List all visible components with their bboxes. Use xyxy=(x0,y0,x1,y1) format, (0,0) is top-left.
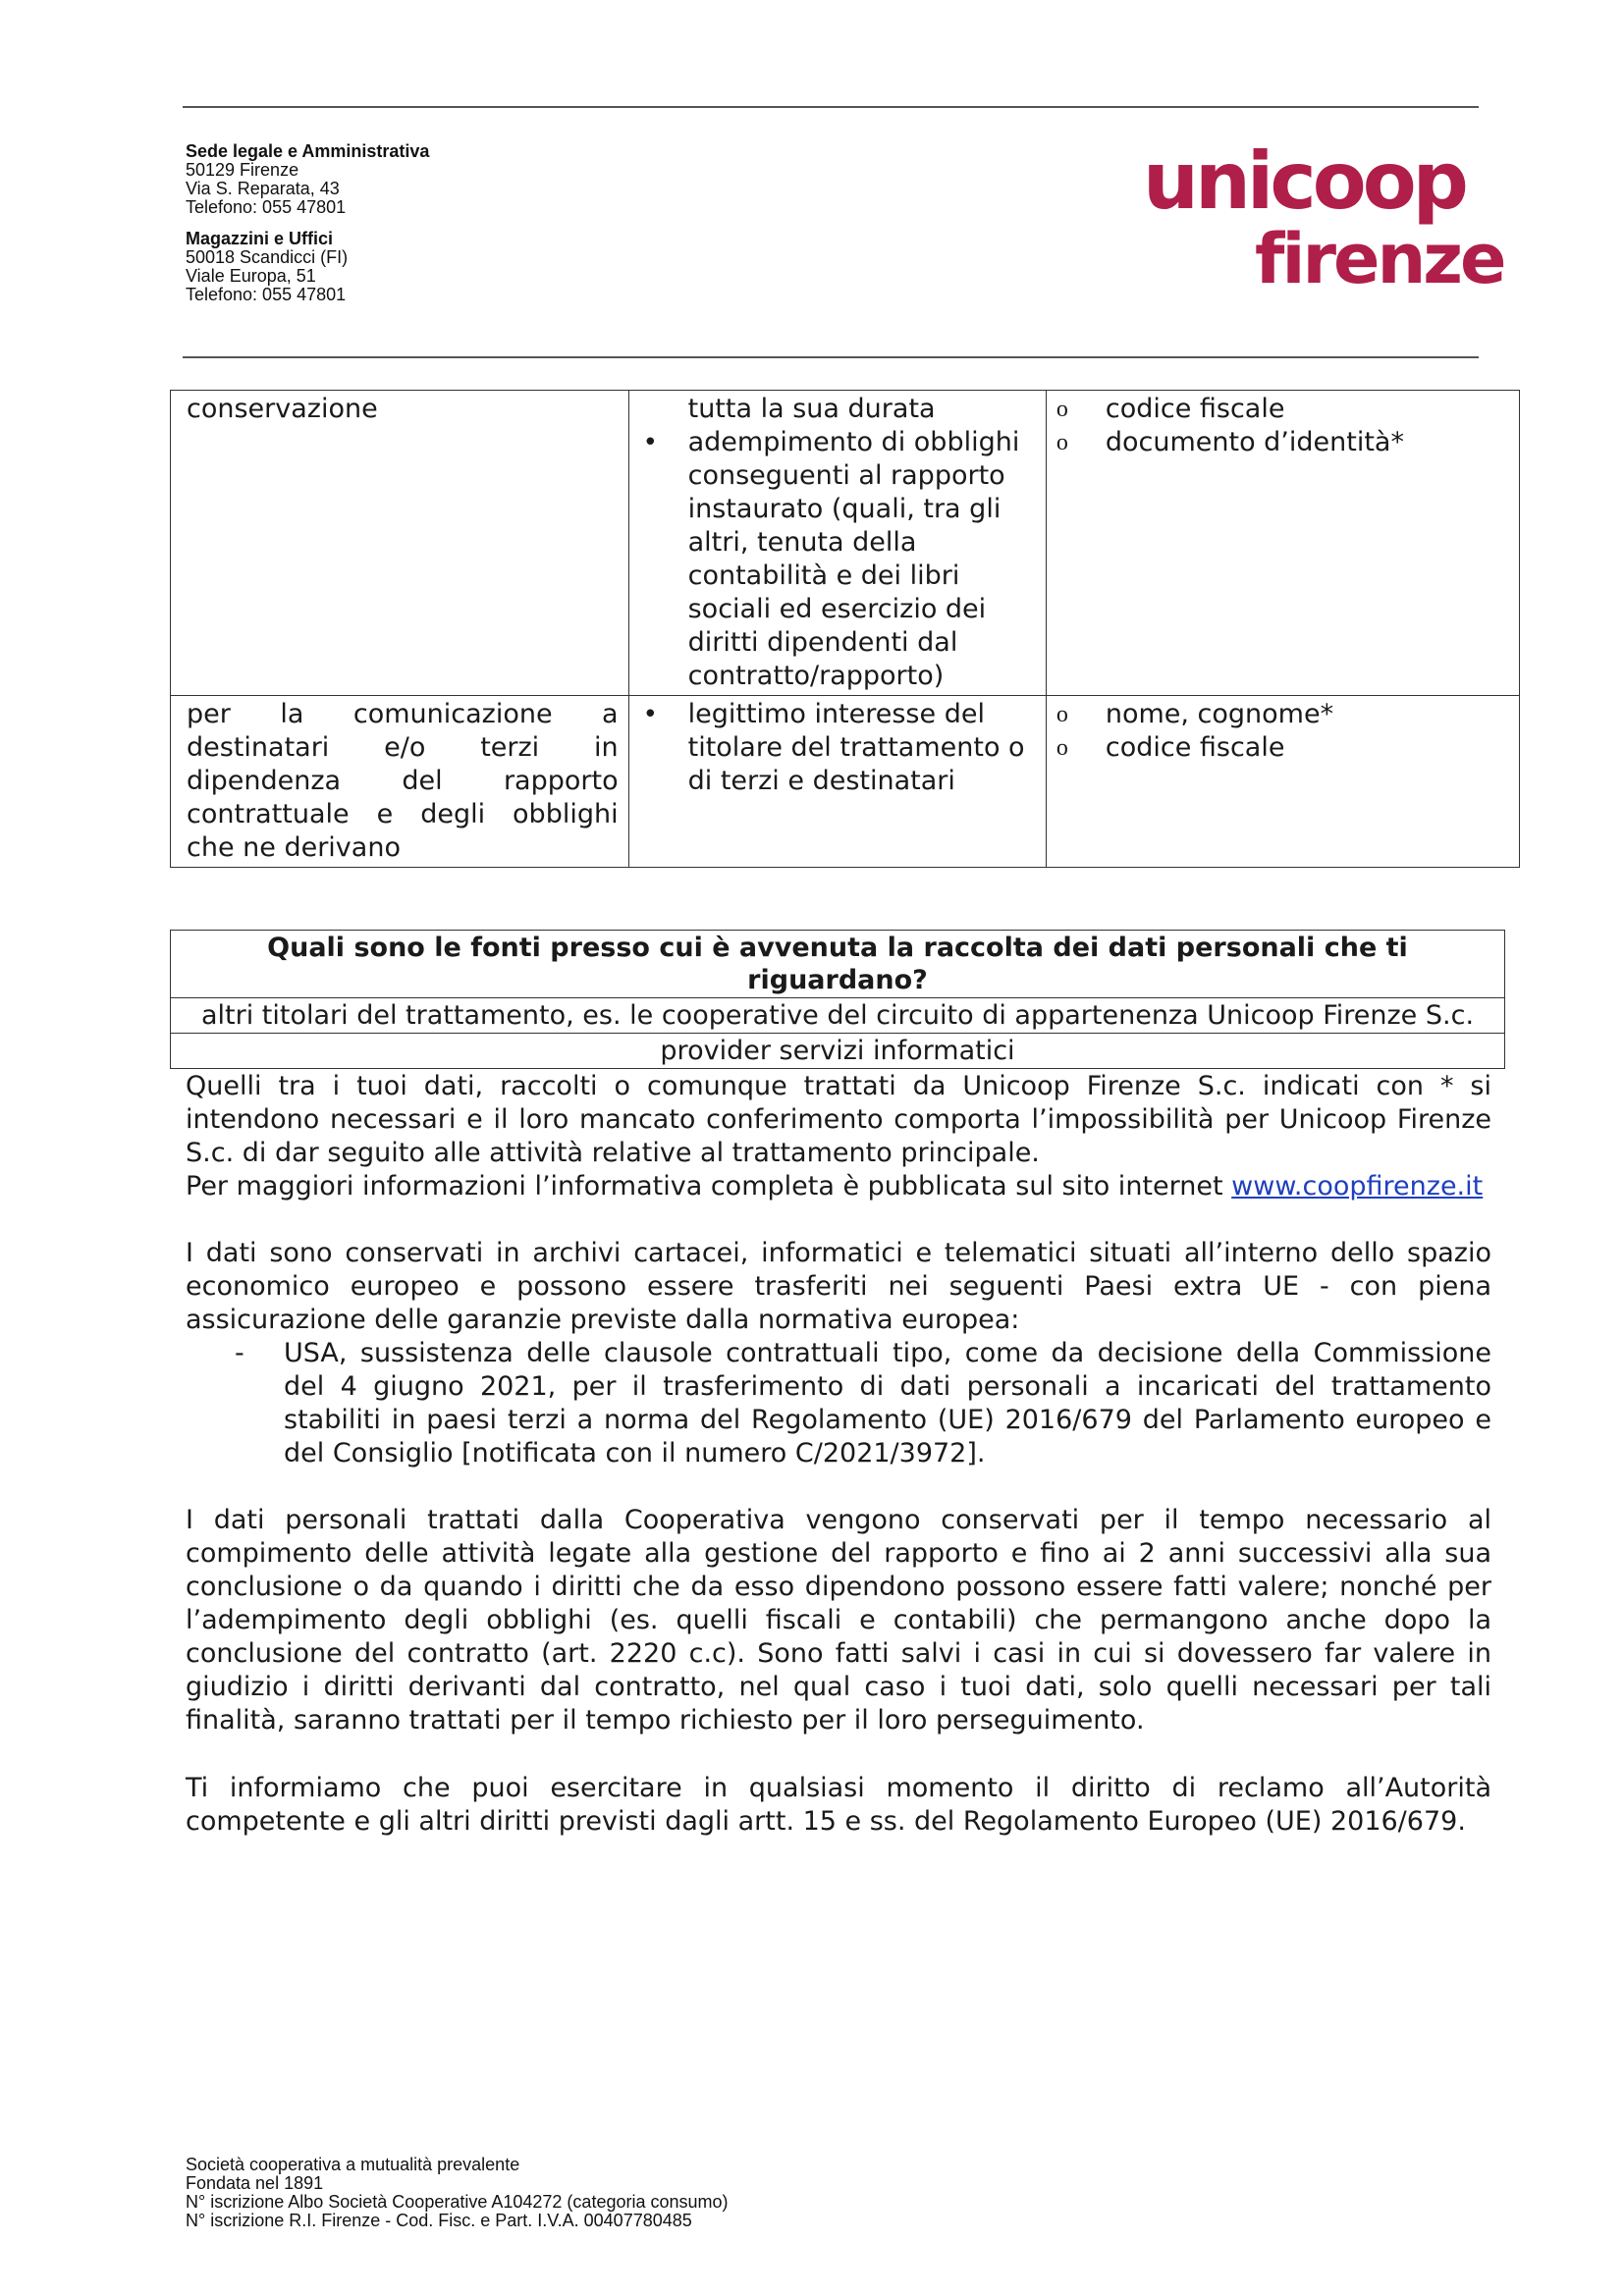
sede-line: Telefono: 055 47801 xyxy=(186,197,347,217)
paragraph-rights xyxy=(186,1772,1491,1839)
list-item xyxy=(186,1337,1491,1470)
magazzini-label: Magazzini e Uffici xyxy=(186,229,334,248)
header-magazzini-block xyxy=(186,230,348,304)
paragraph-text: I dati sono conservati in archivi cartacei, informatici e telematici situati all’interno dello spazio economico europeo e possono essere trasferiti nei seguenti Paesi extra UE - con piena assicurazione delle garanzie previste dalla normativa europea: xyxy=(186,1238,1491,1335)
purposes-table xyxy=(170,390,1520,868)
purpose-cell xyxy=(171,391,629,696)
legal-basis-cell xyxy=(628,696,1046,868)
source-item: altri titolari del trattamento, es. le cooperative del circuito di appartenenza Unicoop Firenze S.c. xyxy=(171,998,1505,1034)
header-rule-bottom xyxy=(183,356,1479,358)
list-item-text: USA, sussistenza delle clausole contrattuali tipo, come da decisione della Commissione del 4 giugno 2021, per il trasferimento di dati personali a incaricati del trattamento stabiliti in paesi terzi a norma del Regolamento (UE) 2016/679 del Parlamento europeo e del Consiglio [notificata con il numero C/2021/3972]. xyxy=(284,1338,1491,1468)
purpose-cell xyxy=(171,696,629,868)
basis-item: • adempimento di obblighi conseguenti al rapporto instaurato (quali, tra gli altri, tenuta della contabilità e dei libri sociali ed esercizio dei diritti dipendenti dal contratto/rapporto) xyxy=(629,426,1036,693)
data-categories-cell xyxy=(1046,391,1519,696)
legal-basis-cell xyxy=(628,391,1046,696)
paragraph-retention xyxy=(186,1504,1491,1737)
footer-line: N° iscrizione R.I. Firenze - Cod. Fisc. e Part. I.V.A. 00407780485 xyxy=(186,2211,692,2230)
purpose-text xyxy=(187,698,619,865)
paragraph-text: I dati personali trattati dalla Cooperativa vengono conservati per il tempo necessario al compimento delle attività legate alla gestione del rapporto e fino ai 2 anni successivi alla sua conclusione o da quando i diritti che da esso dipendono possono essere fatti valere; nonché per l’adempimento degli obblighi (es. quelli fiscali e contabili) che permangono anche dopo la conclusione del contratto (art. 2220 c.c). Sono fatti salvi i casi in cui si dovessero far valere in giudizio i diritti derivanti dal contratto, nel qual caso i tuoi dati, solo quelli necessari per tali finalità, saranno trattati per il tempo richiesto per il loro perseguimento. xyxy=(186,1505,1491,1735)
sources-table xyxy=(170,930,1505,1069)
source-item: provider servizi informatici xyxy=(171,1034,1505,1069)
sources-heading: Quali sono le fonti presso cui è avvenuta la raccolta dei dati personali che ti riguardano? xyxy=(171,931,1505,998)
sede-line: 50129 Firenze xyxy=(186,160,299,180)
table-row xyxy=(171,696,1520,868)
table-row xyxy=(171,931,1505,998)
paragraph-required-data xyxy=(186,1070,1491,1203)
magazzini-line: Viale Europa, 51 xyxy=(186,266,316,286)
footer-block xyxy=(186,2156,729,2230)
data-categories-cell xyxy=(1046,696,1519,868)
info-text: Per maggiori informazioni l’informativa completa è pubblicata sul sito internet xyxy=(186,1171,1232,1201)
header-rule-top xyxy=(183,106,1479,108)
logo-word-firenze: firenze xyxy=(1255,219,1504,299)
unicoop-firenze-logo xyxy=(1137,135,1504,299)
footer-line: Società cooperativa a mutualità prevalente xyxy=(186,2155,520,2174)
paragraph-text: Ti informiamo che puoi esercitare in qualsiasi momento il diritto di reclamo all’Autorità competente e gli altri diritti previsti dagli artt. 15 e ss. del Regolamento Europeo (UE) 2016/679. xyxy=(186,1773,1491,1837)
table-row xyxy=(171,1034,1505,1069)
purpose-text: conservazione xyxy=(187,394,378,424)
data-item: o codice fiscale xyxy=(1047,393,1509,426)
purpose-text-last: che ne derivano xyxy=(187,832,401,863)
footer-line: N° iscrizione Albo Società Cooperative A104272 (categoria consumo) xyxy=(186,2192,729,2212)
table-row xyxy=(171,391,1520,696)
paragraph-storage-location xyxy=(186,1237,1491,1470)
paragraph-text: Quelli tra i tuoi dati, raccolti o comunque trattati da Unicoop Firenze S.c. indicati con * si intendono necessari e il loro mancato conferimento comporta l’impossibilità per Unicoop Firenze S.c. di dar seguito alle attività relative al trattamento principale. xyxy=(186,1071,1491,1168)
footer-line: Fondata nel 1891 xyxy=(186,2173,324,2193)
data-item: o documento d’identità* xyxy=(1047,426,1509,459)
magazzini-line: Telefono: 055 47801 xyxy=(186,285,347,304)
data-item: o nome, cognome* xyxy=(1047,698,1509,731)
header-sede-block xyxy=(186,142,429,217)
logo-word-unicoop: unicoop xyxy=(1143,135,1465,227)
data-item: o codice fiscale xyxy=(1047,731,1509,765)
paragraph-text xyxy=(186,1170,1491,1203)
sede-label: Sede legale e Amministrativa xyxy=(186,141,430,161)
purpose-text-main: per la comunicazione a destinatari e/o terzi in dipendenza del rapporto contrattuale e degli obblighi xyxy=(187,699,619,829)
table-row xyxy=(171,998,1505,1034)
dash-marker: - xyxy=(235,1338,244,1368)
magazzini-line: 50018 Scandicci (FI) xyxy=(186,247,349,267)
sede-line: Via S. Reparata, 43 xyxy=(186,179,340,198)
coopfirenze-link[interactable]: www.coopfirenze.it xyxy=(1231,1171,1484,1201)
basis-item: • legittimo interesse del titolare del trattamento o di terzi e destinatari xyxy=(629,698,1036,798)
basis-continuation: tutta la sua durata xyxy=(687,394,936,424)
